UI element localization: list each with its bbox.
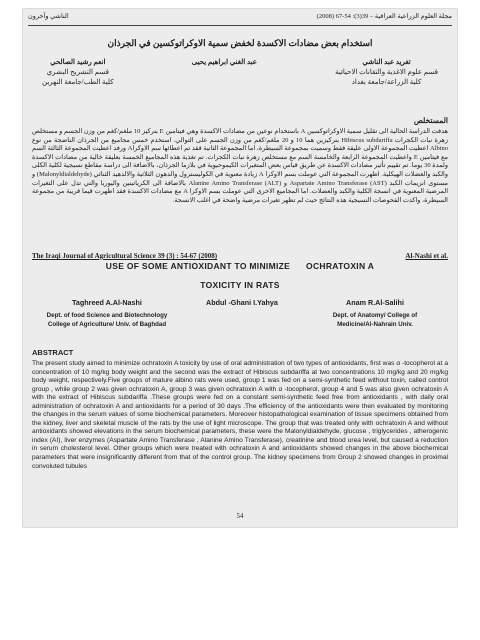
arabic-author-name: عبد الغني ابراهيم يحيى (191, 58, 257, 66)
arabic-author-name: تغريد عبد الناشي (362, 58, 411, 66)
running-head-left: الناشي وآخرون (28, 13, 69, 20)
arabic-authors (42, 58, 438, 88)
english-abstract-body: The present study aimed to minimize ochratoxin A toxicity by use of oral administration of two types of antioxidants, first was α -tocopherol at a concentration of 10 mg/kg body weight and the second was the extract of Hibiscus subdariffa at two concentrations 10 mg/kg and 20 mg/kg body weight, respectively.Five groups of mature albino rats were used, group 1 was fed on a semi-synthetic feed without toxin, called control group , while group 2 was given ochratoxin A, group 3 was given ochratoxin A with α -tocopherol, group 4 and 5 was also given ochratoxin A with the extract of Hibiscus subdariffa .These groups were fed on a constant semi-synthetic feed free from antioxidants , with daily oral administration of ochratoxin A and antioxidants for a period of 30 days .The efficiency of the antioxidants were then evaluated by monitoring the changes in the serum values of some biochemical parameters. Moreover histopathological examination of tissue specimens obtained from the kidney, liver and skeletal muscle of the rats by the use of light microscope. The group that was treated only with ochratoxin A and without antioxidants showed elevations in the serum biochemical parameters, these were the Malonyldialdehyde, glucose , triglycerides , atherogenic index (AI), liver enzymes (Aspartate Amino Transferase , Alanine Amino Transferase), creatinine and blood urea level, but caused a reduction in serum cholesterol level. Other groups which were treated with ochratoxin A and antioxidants showed changes in the above biochemical parameters that were insignificantly different from that of the control group. The kidney specimens from Group 2 showed changes in proximal convoluted tubules (32, 360, 448, 470)
arabic-author-1 (335, 58, 438, 88)
arabic-author-2 (192, 58, 257, 88)
arabic-author-affiliation: قسم التشريح البشري (46, 68, 109, 76)
affiliation-line: Dept. of food Science and Biotechnology (46, 312, 168, 319)
english-abstract-heading: ABSTRACT (32, 348, 74, 357)
arabic-author-name: انعم رشيد الصالحي (50, 58, 106, 66)
english-author-1 (32, 298, 182, 329)
english-author-3 (302, 298, 448, 329)
english-author-name: Taghreed A.Al-Nashi (72, 298, 142, 307)
arabic-author-affiliation: قسم علوم الاغذية والتقانات الاحيائية (335, 68, 438, 76)
arabic-title: استخدام بعض مضادات الاكسدة لخفض سمية الاوكراتوكسين في الجرذان (107, 38, 373, 48)
arabic-author-3 (42, 58, 114, 88)
english-author-affiliation (302, 311, 448, 329)
header-rule (28, 25, 452, 26)
english-title-line-1: USE OF SOME ANTIOXIDANT TO MINIMIZE OCHRATOXIN A (105, 261, 375, 271)
english-author-affiliation (32, 311, 182, 329)
arabic-abstract-body: هدفت الدراسة الحالية الى تقليل سمية الاوكراتوكسين A باستخدام نوعين من مضادات الاكسدة وهي فيتامين E بتركيز 10 ملغم/كغم من وزن الجسم و مستخلص زهرة نبات الكجرات Hibiscus subdariffa بتركيزين هما 10 و 20 ملغم/كغم من وزن الجسم على التوالي. استخدم خمس مجاميع من الجرذان الناضجة من نوع Albino اعطيت المجموعة الاولى عليقة فقط وسميت بمجموعة السيطرة، اما المجموعة الثانية فقد تم اعطائها سم الاوكراA ورفد اعطيت المجموعة الثالثة السم مع فيتامين E واعطيت المجموعة الرابعة والخامسة السم مع مستخلص زهرة نبات الكجرات. تم تغذية هذه المجاميع الخمسة بعليقة خالية من مضادات الاكسدة ولمدة 30 يوما. تم تقييم تأثير مضادات الاكسدة عن طريق قياس بعض المتغيرات الكيموحيوية في بلازما الجرذان، بالاضافة الى دراسة مقاطع نسيجية لكلية الكلى والكبد والعضلات الهيكلية. اظهرت المجموعة التي عوملت بسم الاوكرا A زيادة معنوية في الكوليسترول والدهون الثلاثية والالدهيد الثنائي (Malonyldialdehyde) و مستوى انزيمات الكبد Aspartate Amino Transferase (AST) و Alanine Amino Transferase (ALT) بالاضافة الى الكرياتينين واليوريا والتي تدل على التغيرات المرضية المعنوية في انسجة الكلية والكبد والعضلات. اما المجاميع الاخرى التي عوملت بسم الاوكرا A مع مضادات الاكسدة فقد اظهرت قيما قريبة من مجموعة السيطرة، واكدت الفحوصات النسيجية هذه النتائج حيث لم تظهر تغيرات مرضية واضحة في اغلب الانسجة. (32, 128, 449, 204)
arabic-author-institution: كلية الطب/جامعة النهرين (42, 78, 114, 86)
paper-page (22, 8, 458, 528)
english-author-name: Anam R.Al-Salihi (346, 298, 404, 307)
running-head-right: مجلة العلوم الزراعية العراقية – 39(3): 54-67 (2008) (316, 13, 452, 20)
arabic-abstract-heading: المستخلص (413, 116, 448, 125)
affiliation-line: Medicine/Al-Nahrain Univ. (337, 321, 413, 328)
english-title-line-2: TOXICITY IN RATS (200, 280, 280, 290)
affiliation-line: Dept. of Anatomy/ College of (332, 312, 418, 319)
arabic-author-institution: كلية الزراعة/جامعة بغداد (351, 78, 422, 86)
journal-author-cite: Al-Nashi et al. (405, 252, 448, 260)
english-author-2 (182, 298, 302, 307)
page-number: 54 (236, 512, 244, 520)
journal-citation: The Iraqi Journal of Agricultural Science 39 (3) : 54-67 (2008) (32, 252, 218, 260)
english-author-name: Abdul -Ghani I.Yahya (206, 298, 278, 307)
affiliation-line: College of Agriculture/ Univ. of Baghdad (47, 321, 167, 328)
